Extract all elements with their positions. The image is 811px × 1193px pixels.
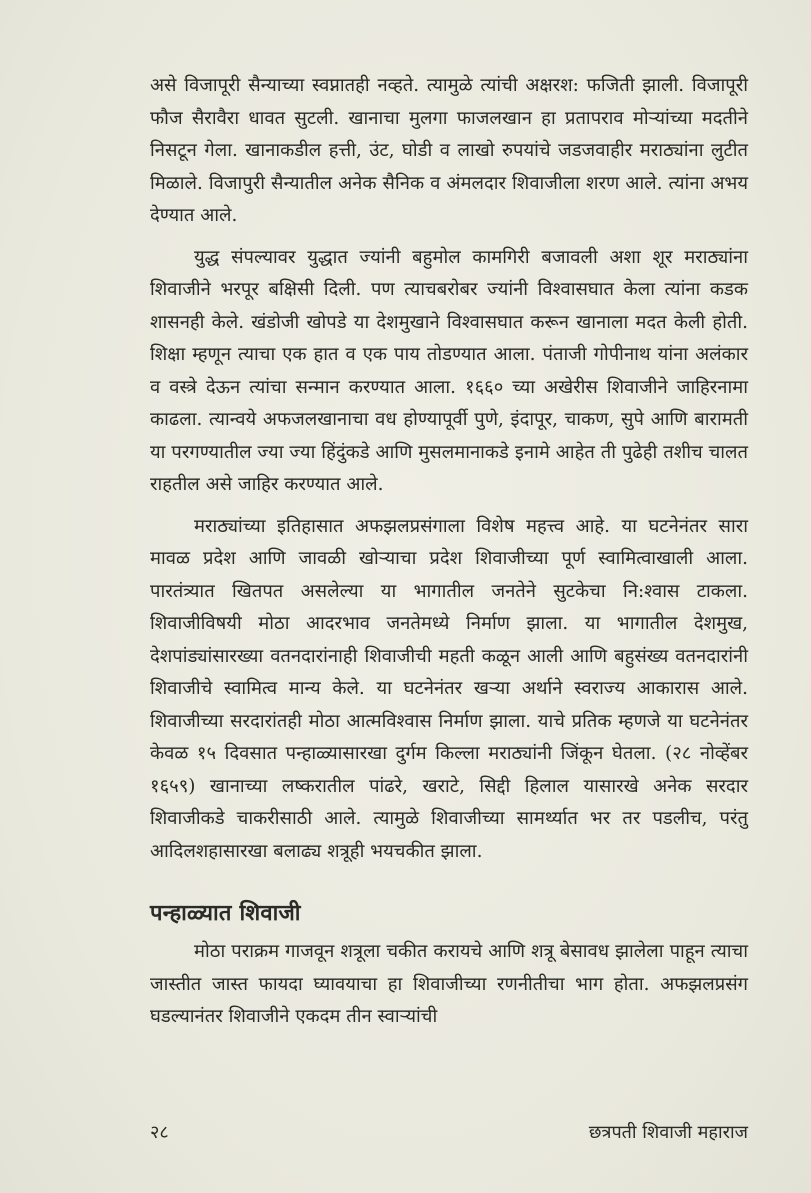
paragraph-2: युद्ध संपल्यावर युद्धात ज्यांनी बहुमोल कामगिरी बजावली अशा शूर मराठ्यांना शिवाजीने भरपूर बक्षिसी दिली. पण त्याचबरोबर ज्यांनी विश्वासघात केला त्यांना कडक शासनही केले. खंडोजी खोपडे या देशमुखाने विश्वासघात करून खानाला मदत केली होती. शिक्षा म्हणून त्याचा एक हात व एक पाय तोडण्यात आला. पंताजी गोपीनाथ यांना अलंकार व वस्त्रे देऊन त्यांचा सन्मान करण्यात आला. १६६० च्या अखेरीस शिवाजीने जाहिरनामा काढला. त्यान्वये अफजलखानाचा वध होण्यापूर्वी पुणे, इंदापूर, चाकण, सुपे आणि बारामती या परगण्यातील ज्या ज्या हिंदुंकडे आणि मुसलमानाकडे इनामे आहेत ती पुढेही तशीच चालत राहतील असे जाहिर करण्यात आले.	[150, 246, 748, 495]
page-number: २८	[150, 1122, 169, 1143]
paragraph-1: असे विजापूरी सैन्याच्या स्वप्नातही नव्हते. त्यामुळे त्यांची अक्षरश: फजिती झाली. विजापूरी फौज सैरावैरा धावत सुटली. खानाचा मुलगा फाजलखान हा प्रतापराव मोऱ्यांच्या मदतीने निसटून गेला. खानाकडील हत्ती, उंट, घोडी व लाखो रुपयांचे जडजवाहीर मराठ्यांना लुटीत मिळाले. विजापुरी सैन्यातील अनेक सैनिक व अंमलदार शिवाजीला शरण आले. त्यांना अभय देण्यात आले.	[150, 75, 748, 226]
paragraph-3: मराठ्यांच्या इतिहासात अफझलप्रसंगाला विशेष महत्त्व आहे. या घटनेनंतर सारा मावळ प्रदेश आणि जावळी खोऱ्याचा प्रदेश शिवाजीच्या पूर्ण स्वामित्वाखाली आला. पारतंत्र्यात खितपत असलेल्या या भागातील जनतेने सुटकेचा नि:श्वास टाकला. शिवाजीविषयी मोठा आदरभाव जनतेमध्ये निर्माण झाला. या भागातील देशमुख, देशपांड्यांसारख्या वतनदारांनाही शिवाजीची महती कळून आली आणि बहुसंख्य वतनदारांनी शिवाजीचे स्वामित्व मान्य केले. या घटनेनंतर खऱ्या अर्थाने स्वराज्य आकारास आले. शिवाजीच्या सरदारांतही मोठा आत्मविश्वास निर्माण झाला. याचे प्रतिक म्हणजे या घटनेनंतर केवळ १५ दिवसात पन्हाळ्यासारखा दुर्गम किल्ला मराठ्यांनी जिंकून घेतला. (२८ नोव्हेंबर १६५९) खानाच्या लष्करातील पांढरे, खराटे, सिद्दी हिलाल यासारखे अनेक सरदार शिवाजीकडे चाकरीसाठी आले. त्यामुळे शिवाजीच्या सामर्थ्यात भर तर पडलीच, परंतु आदिलशहासारखा बलाढ्य शत्रूही भयचकीत झाला.	[150, 515, 748, 862]
page-body	[150, 70, 748, 1034]
section-heading: पन्हाळ्यात शिवाजी	[150, 900, 301, 926]
section-paragraph: मोठा पराक्रम गाजवून शत्रूला चकीत करायचे आणि शत्रू बेसावध झालेला पाहून त्याचा जास्तीत जास्त फायदा घ्यावयाचा हा शिवाजीच्या रणनीतीचा भाग होता. अफझलप्रसंग घडल्यानंतर शिवाजीने एकदम तीन स्वाऱ्यांची	[150, 941, 748, 1027]
running-book-title: छत्रपती शिवाजी महाराज	[588, 1122, 748, 1143]
page-footer	[150, 1117, 748, 1147]
